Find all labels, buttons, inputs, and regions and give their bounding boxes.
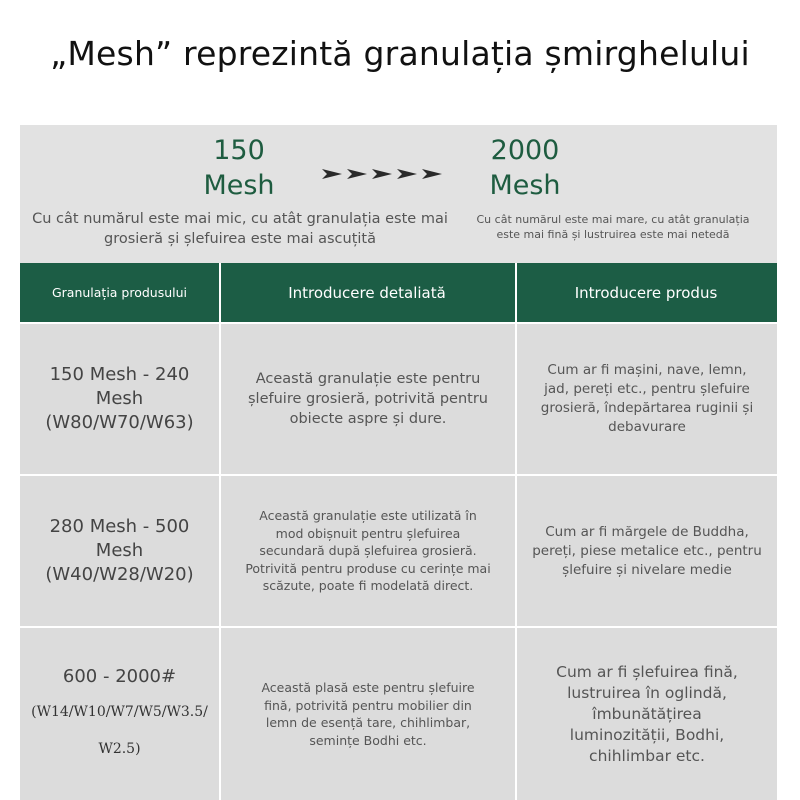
page-title: „Mesh” reprezintă granulația șmirghelului <box>50 34 750 73</box>
product-text: Cum ar fi mărgele de Buddha, pereți, piese metalice etc., pentru șlefuire și nivelare medie <box>532 523 762 578</box>
table-row-1-grain <box>20 324 219 474</box>
detail-text: Această granulație este utilizată în mod obișnuit pentru șlefuirea secundară după șlefuirea grosieră. Potrivită pentru produse cu cerințe mai scăzute, poate fi modelată direct. <box>245 508 491 594</box>
table-row-2-detail <box>221 476 515 626</box>
table-row-3-grain <box>20 628 219 800</box>
mesh-2000-label <box>466 133 584 203</box>
grain-code-text: (W14/W10/W7/W5/W3.5/ <box>31 704 208 720</box>
coarse-description: Cu cât numărul este mai mic, cu atât granulația este mai grosieră și șlefuirea este mai ascuțită <box>32 211 448 247</box>
header-grain: Granulația produsului <box>51 285 188 300</box>
table-row-3-detail <box>221 628 515 800</box>
fine-description: Cu cât numărul este mai mare, cu atât granulația este mai fină și lustruirea este mai netedă <box>476 213 750 241</box>
table-row-2-grain <box>20 476 219 626</box>
grain-text: 280 Mesh - 500 Mesh (W40/W28/W20) <box>45 516 194 585</box>
grain-text: 150 Mesh - 240 Mesh (W80/W70/W63) <box>45 364 194 433</box>
arrows-icon <box>322 166 446 182</box>
header-product: Introducere produs <box>574 283 718 302</box>
product-text: Cum ar fi șlefuirea fină, lustruirea în oglindă, îmbunătățirea luminozității, Bodhi, chihlimbar etc. <box>556 662 738 765</box>
mesh-150-value: 150 Mesh <box>203 135 275 201</box>
mesh-150-label <box>180 133 298 203</box>
product-text: Cum ar fi mașini, nave, lemn, jad, pereți etc., pentru șlefuire grosieră, îndepărtarea ruginii și debavurare <box>540 362 754 435</box>
table-row-3-product <box>517 628 777 800</box>
table-row-1-detail <box>221 324 515 474</box>
table-row-2-product <box>517 476 777 626</box>
header-detail: Introducere detaliată <box>288 283 446 302</box>
detail-text: Această granulație este pentru șlefuire grosieră, potrivită pentru obiecte aspre și dure. <box>248 371 488 427</box>
mesh-2000-value: 2000 Mesh <box>489 135 561 201</box>
grain-code-text: W2.5) <box>98 741 141 757</box>
table-row-1-product <box>517 324 777 474</box>
detail-text: Această plasă este pentru șlefuire fină, potrivită pentru mobilier din lemn de esență tare, chihlimbar, semințe Bodhi etc. <box>261 680 475 748</box>
grain-text: 600 - 2000# <box>62 666 177 687</box>
